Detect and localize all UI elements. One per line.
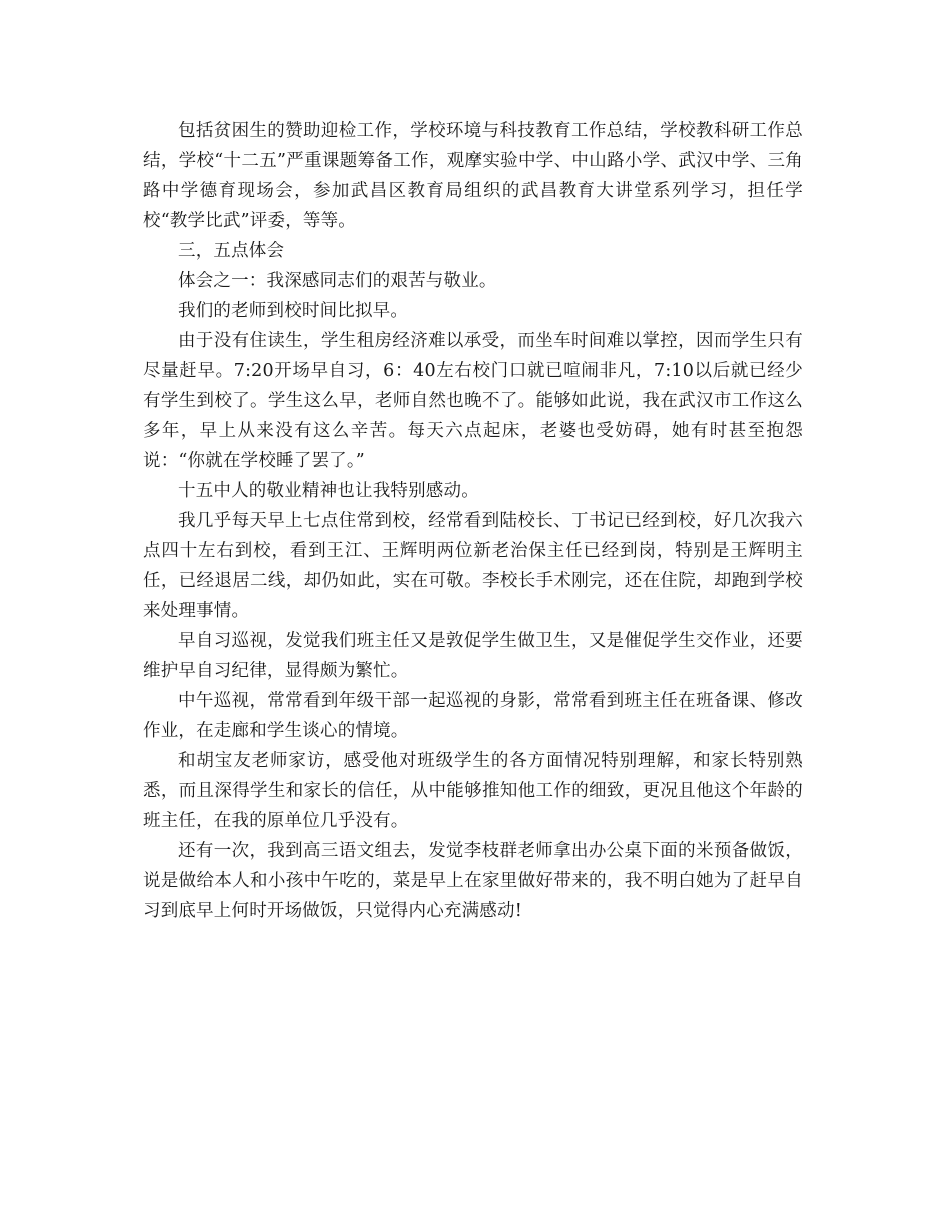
paragraph-teacher-cooking: 还有一次，我到高三语文组去，发觉李枝群老师拿出办公桌下面的米预备做饭，说是做给本人和小孩中午吃的，菜是早上在家里做好带来的，我不明白她为了赶早自习到底早上何时开场做饭，只觉得内心充满感动! [143,841,803,921]
document-page [143,116,803,926]
paragraph-home-visit: 和胡宝友老师家访，感受他对班级学生的各方面情况特别理解，和家长特别熟悉，而且深得学生和家长的信任，从中能够推知他工作的细致，更况且他这个年龄的班主任，在我的原单位几乎没有。 [143,751,803,831]
paragraph-noon-patrol: 中午巡视，常常看到年级干部一起巡视的身影，常常看到班主任在班备课、修改作业，在走廊和学生谈心的情境。 [143,691,803,741]
paragraph-arrival-time: 我们的老师到校时间比拟早。 [178,301,409,321]
paragraph-leaders-arrival: 我几乎每天早上七点住常到校，经常看到陆校长、丁书记已经到校，好几次我六点四十左右到校，看到王江、王辉明两位新老治保主任已经到岗，特别是王辉明主任，已经退居二线，却仍如此，实在可敬。李校长手术刚完，还在住院，却跑到学校来处理事情。 [143,511,803,621]
paragraph-work-summary: 包括贫困生的赞助迎检工作，学校环境与科技教育工作总结，学校教科研工作总结，学校“十二五”严重课题筹备工作，观摩实验中学、中山路小学、武汉中学、三角路中学德育现场会，参加武昌区教育局组织的武昌教育大讲堂系列学习，担任学校“教学比武”评委，等等。 [143,121,803,231]
paragraph-dedication: 十五中人的敬业精神也让我特别感动。 [178,481,479,501]
paragraph-reflection-one: 体会之一：我深感同志们的艰苦与敬业。 [178,271,497,291]
paragraph-morning-patrol: 早自习巡视，发觉我们班主任又是敦促学生做卫生，又是催促学生交作业，还要维护早自习纪律，显得颇为繁忙。 [143,631,803,681]
paragraph-early-schedule: 由于没有住读生，学生租房经济难以承受，而坐车时间难以掌控，因而学生只有尽量赶早。7:20开场早自习，6：40左右校门口就已喧闹非凡，7:10以后就已经少有学生到校了。学生这么早，老师自然也晚不了。能够如此说，我在武汉市工作这么多年，早上从来没有这么辛苦。每天六点起床，老婆也受妨碍，她有时甚至抱怨说：“你就在学校睡了罢了。” [143,331,803,471]
section-heading-five-reflections: 三，五点体会 [178,241,285,261]
